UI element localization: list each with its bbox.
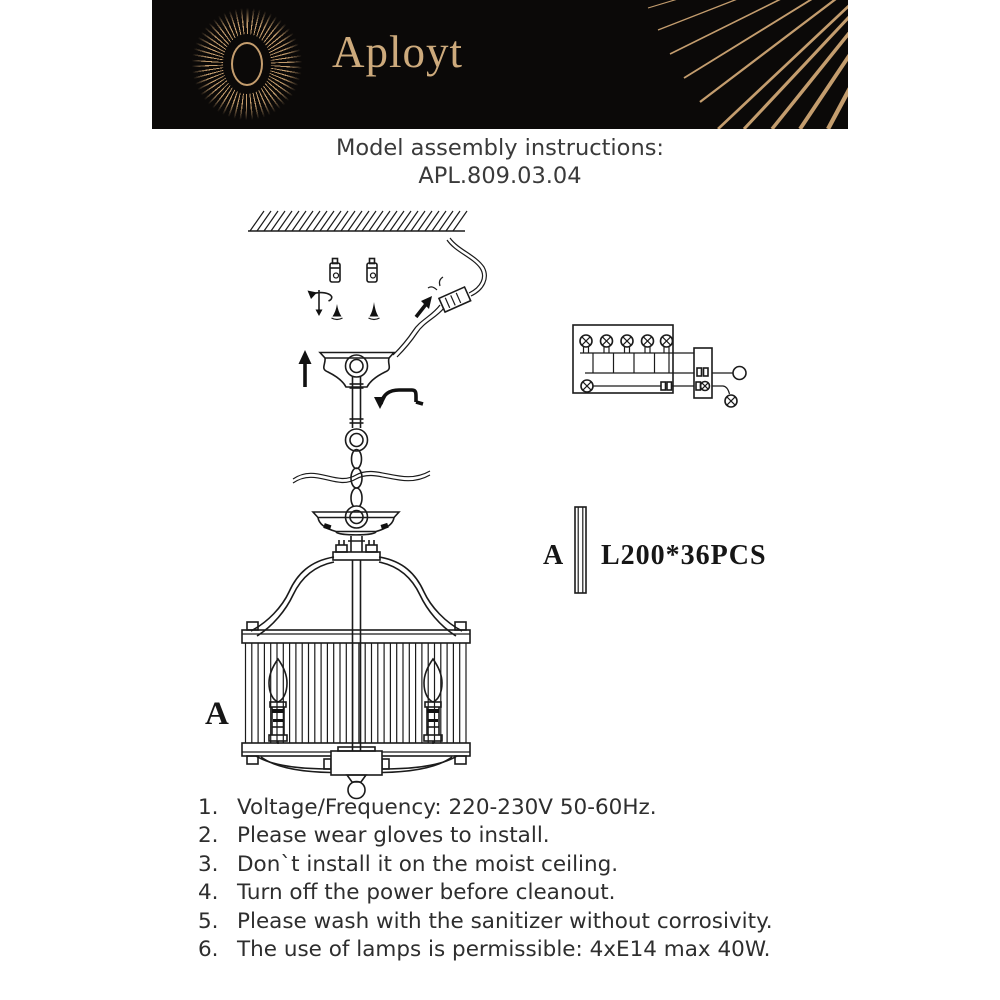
instruction-number: 1. (198, 795, 219, 820)
candle-bulb-icon (424, 659, 442, 744)
instructions-list (198, 794, 858, 964)
bottom-body (256, 747, 457, 799)
page-title: Model assembly instructions: (335, 135, 665, 161)
instruction-item (198, 879, 858, 907)
glass-rod-part (575, 507, 586, 593)
brand-banner (152, 0, 848, 129)
title-block (0, 134, 1000, 190)
drum-shade (242, 622, 470, 764)
chandelier-cup (313, 506, 399, 560)
instruction-item (198, 851, 858, 879)
parts-label: A (543, 540, 564, 571)
up-arrow-icon (299, 350, 312, 387)
assembly-diagram (150, 195, 850, 800)
ceiling-hatch (248, 211, 467, 231)
instruction-text: The use of lamps is permissible: 4xE14 max 40W. (237, 937, 771, 963)
wiring-schematic (573, 325, 746, 407)
instruction-number: 2. (198, 823, 219, 849)
instruction-text: Voltage/Frequency: 220-230V 50-60Hz. (237, 795, 657, 820)
junction-circle (733, 367, 746, 380)
instruction-item (198, 822, 858, 850)
hook-arrow-icon (374, 390, 423, 409)
lamp-symbols (580, 335, 673, 347)
instruction-text: Please wash with the sanitizer without corrosivity. (237, 908, 773, 934)
parts-spec: L200*36PCS (601, 540, 767, 571)
candle-bulb-icon (269, 659, 287, 744)
starburst-core (231, 42, 263, 86)
rotate-screw-icon (308, 290, 332, 316)
instruction-text: Please wear gloves to install. (237, 823, 550, 849)
instruction-number: 4. (198, 880, 219, 906)
screw-icon (332, 302, 380, 320)
frame-arms (251, 557, 462, 752)
instruction-number: 3. (198, 851, 219, 877)
instruction-text: Don`t install it on the moist ceiling. (237, 851, 619, 877)
starburst-logo-icon (188, 4, 306, 124)
parts-list (543, 507, 767, 593)
instruction-number: 6. (198, 937, 219, 963)
instruction-item (198, 908, 858, 936)
model-number: APL.809.03.04 (418, 163, 582, 189)
wall-anchor-icon (330, 259, 377, 283)
brand-wordmark: Aployt (332, 27, 464, 77)
corner-rays-decoration (548, 0, 848, 129)
instruction-item (198, 794, 858, 822)
instruction-item (198, 936, 858, 964)
instruction-number: 5. (198, 908, 219, 934)
instruction-text: Turn off the power before cleanout. (237, 880, 616, 906)
direction-arrow-icon (416, 296, 432, 317)
power-wire (393, 238, 486, 357)
drum-label: A (205, 696, 229, 732)
